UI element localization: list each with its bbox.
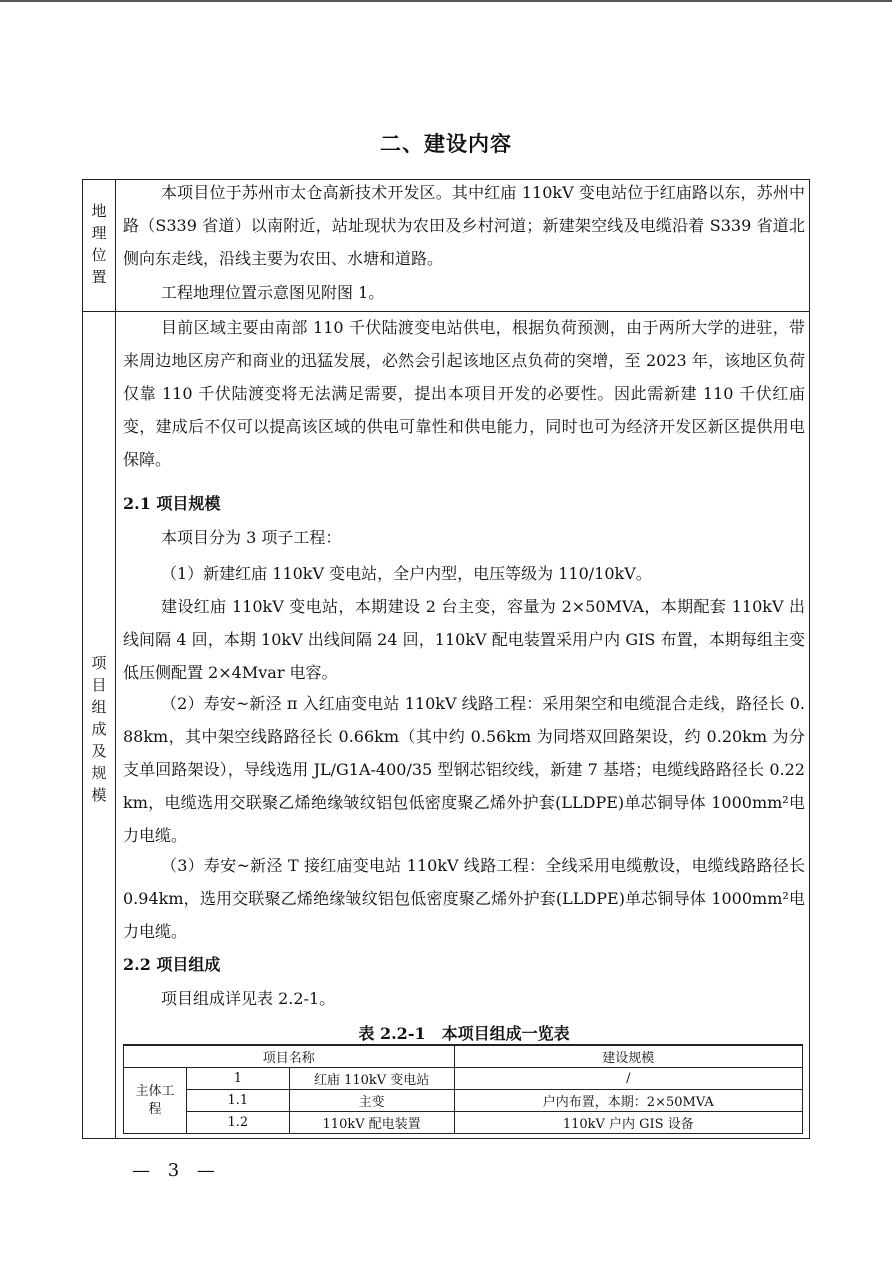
- subproject-1-detail: 建设红庙 110kV 变电站，本期建设 2 台主变，容量为 2×50MVA，本期配套 110kV 出线间隔 4 回，本期 10kV 出线间隔 24 回，110kV 配电装置采用户内 GIS 布置，本期每组主变低压侧配置 2×4Mvar 电容。: [123, 597, 805, 682]
- row-name: 主变: [289, 1090, 454, 1112]
- group-main-works: 主体工程: [124, 1068, 187, 1134]
- label-composition-scale: 项 目 组 成 及 规 模: [91, 654, 107, 804]
- intro-paragraph: 目前区域主要由南部 110 千伏陆渡变电站供电，根据负荷预测，由于两所大学的进驻，带来周边地区房产和商业的迅猛发展，必然会引起该地区点负荷的突增，至 2023 年，该地区负荷仅靠 110 千伏陆渡变将无法满足需要，提出本项目开发的必要性。因此需新建 110 千伏红庙变，建成后不仅可以提高该区域的供电可靠性和供电能力，同时也可为经济开发区新区提供用电保障。: [123, 318, 805, 469]
- row-scale: 户内布置，本期：2×50MVA: [454, 1090, 802, 1112]
- row-name: 110kV 配电装置: [289, 1112, 454, 1134]
- section-heading: 二、建设内容: [380, 132, 512, 156]
- table-reference: 项目组成详见表 2.2-1。: [161, 989, 336, 1008]
- page-number: — 3 —: [132, 1160, 221, 1181]
- table-caption: 表 2.2-1 本项目组成一览表: [358, 1024, 570, 1043]
- content-frame: [82, 179, 810, 1139]
- subheading-2-2: 2.2 项目组成: [123, 955, 221, 974]
- row-number: 1.2: [186, 1112, 289, 1134]
- header-construction-scale: 建设规模: [454, 1045, 802, 1068]
- top-border-line: [0, 0, 892, 2]
- table-row: [124, 1068, 803, 1090]
- subproject-3: （3）寿安~新泾 T 接红庙变电站 110kV 线路工程：全线采用电缆敷设，电缆线路路径长 0.94km，选用交联聚乙烯绝缘皱纹铝包低密度聚乙烯外护套(LLDPE)单芯铜导体 1000mm²电力电缆。: [123, 856, 805, 941]
- row-scale: 110kV 户内 GIS 设备: [454, 1112, 802, 1134]
- table-header-row: [124, 1045, 803, 1068]
- subheading-2-1: 2.1 项目规模: [123, 494, 221, 513]
- subproject-1: （1）新建红庙 110kV 变电站，全户内型，电压等级为 110/10kV。: [161, 564, 652, 583]
- label-column-divider: [115, 180, 116, 1138]
- subproject-2: （2）寿安~新泾 π 入红庙变电站 110kV 线路工程：采用架空和电缆混合走线，路径长 0.88km，其中架空线路路径长 0.66km（其中约 0.56km 为同塔双回路架设，约 0.20km 为分支单回路架设），导线选用 JL/G1A-400/35 型钢芯铝绞线，新建 7 基塔；电缆线路路径长 0.22km，电缆选用交联聚乙烯绝缘皱纹铝包低密度聚乙烯外护套(LLDPE)单芯铜导体 1000mm²电力电缆。: [123, 694, 805, 845]
- row-scale: /: [454, 1068, 802, 1090]
- location-paragraph: 本项目位于苏州市太仓高新技术开发区。其中红庙 110kV 变电站位于红庙路以东，苏州中路（S339 省道）以南附近，站址现状为农田及乡村河道；新建架空线及电缆沿着 S339 省道北侧向东走线，沿线主要为农田、水塘和道路。: [123, 183, 805, 268]
- subproject-count: 本项目分为 3 项子工程：: [161, 528, 342, 547]
- table-row: [124, 1090, 803, 1112]
- table-row: [124, 1112, 803, 1134]
- composition-table: [123, 1044, 803, 1134]
- row-number: 1: [186, 1068, 289, 1090]
- location-figure-note: 工程地理位置示意图见附图 1。: [161, 283, 385, 302]
- label-location: 地 理 位 置: [91, 202, 107, 286]
- header-project-name: 项目名称: [124, 1045, 455, 1068]
- row-name: 红庙 110kV 变电站: [289, 1068, 454, 1090]
- row-number: 1.1: [186, 1090, 289, 1112]
